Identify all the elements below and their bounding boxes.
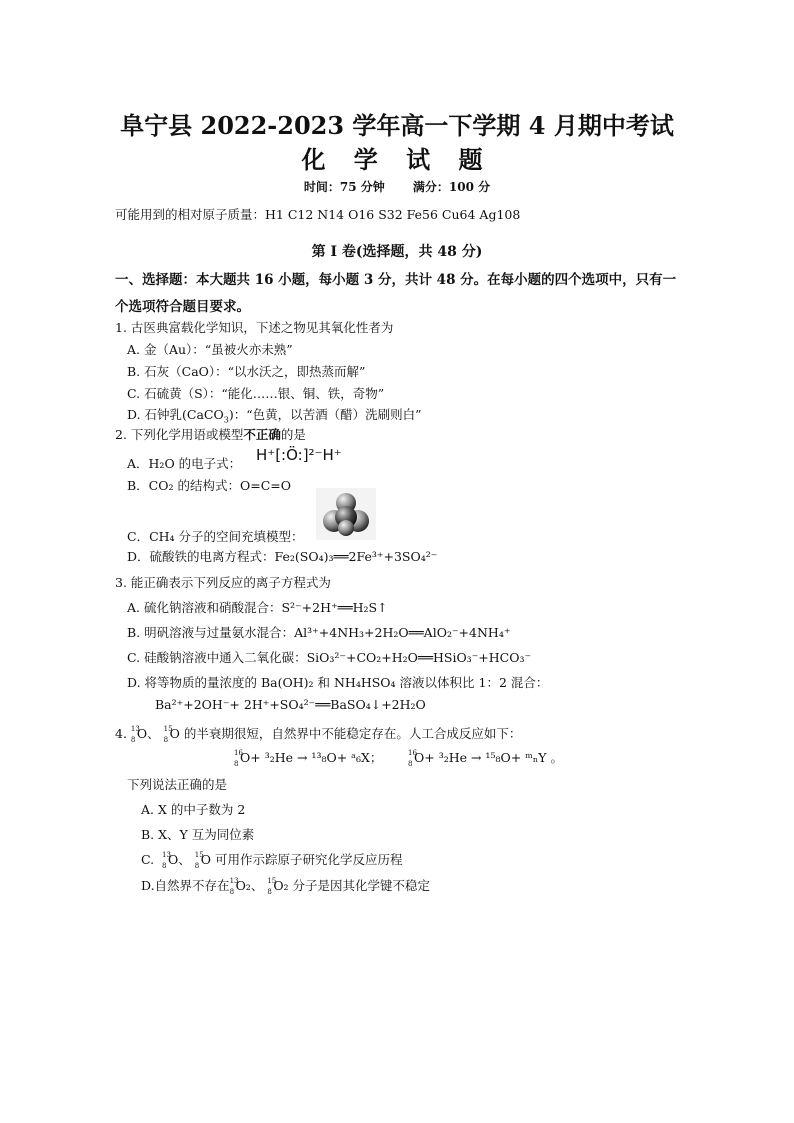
o13-nuclide: 13 8 xyxy=(130,725,140,744)
q2-option-d: D．硫酸铁的电离方程式：Fe₂(SO₄)₃══2Fe³⁺+3SO₄²⁻ xyxy=(127,549,438,564)
exam-time: 时间：75 分钟 xyxy=(303,180,385,194)
ch4-space-filling-model-icon xyxy=(316,488,376,540)
q1-stem: 1. 古医典富载化学知识，下述之物见其氧化性者为 xyxy=(115,320,394,335)
exam-title: 阜宁县 2022-2023 学年高一下学期 4 月期中考试 xyxy=(120,111,674,140)
q4-stem: 4. 13 8 O、 15 8 O 的半衰期很短，自然界中不能稳定存在。人工合成反应如下： xyxy=(115,725,522,744)
q2-stem: 2. 下列化学用语或模型不正确的是 xyxy=(115,427,306,442)
q3-option-d-equation: Ba²⁺+2OH⁻+ 2H⁺+SO₄²⁻══BaSO₄↓+2H₂O xyxy=(155,697,426,712)
h2o-electron-formula: H⁺[:Ö:]²⁻H⁺ xyxy=(256,446,342,464)
q4-option-d: D.自然界不存在 13 8 O₂、 15 8 O₂ 分子是因其化学键不稳定 xyxy=(141,877,431,896)
q1-option-d: D. 石钟乳(CaCO$_3$)：“色黄，以苦酒（醋）洗刷则白” xyxy=(127,407,422,425)
q4-equation-1: 16 8 O+ ³₂He → ¹³₈O+ ᵃ₆X； xyxy=(234,749,383,768)
atomic-masses: 可能用到的相对原子质量：H1 C12 N14 O16 S32 Fe56 Cu64 Ag108 xyxy=(115,207,521,222)
section-instruction-1: 一、选择题：本大题共 16 小题，每小题 3 分，共计 48 分。在每小题的四个选项中，只有一 xyxy=(115,272,677,288)
q2-option-c: C．CH₄ 分子的空间充填模型： xyxy=(127,529,304,544)
q4-option-a: A. X 的中子数为 2 xyxy=(141,802,246,817)
q4-option-c: C. 13 8 O、 15 8 O 可用作示踪原子研究化学反应历程 xyxy=(141,851,403,870)
exam-score: 满分：100 分 xyxy=(412,180,491,194)
q3-option-a: A. 硫化钠溶液和硝酸混合：S²⁻+2H⁺══H₂S↑ xyxy=(127,600,388,615)
q3-stem: 3. 能正确表示下列反应的离子方程式为 xyxy=(115,575,331,590)
q1-option-c: C. 石硫黄（S）：“能化……银、铜、铁，奇物” xyxy=(127,386,385,401)
q2-option-a: A．H₂O 的电子式： xyxy=(127,456,242,471)
exam-subtitle: 化 学 试 题 xyxy=(301,145,493,174)
section-instruction-2: 个选项符合题目要求。 xyxy=(115,299,250,315)
q1-option-b: B. 石灰（CaO）：“以水沃之，即热蒸而解” xyxy=(127,364,366,379)
q4-option-b: B. X、Y 互为同位素 xyxy=(141,827,255,842)
exam-meta xyxy=(0,178,794,195)
q2-option-b: B．CO₂ 的结构式：O=C=O xyxy=(127,478,291,493)
q1-option-a: A. 金（Au）：“虽被火亦未熟” xyxy=(127,342,293,357)
q3-option-d: D. 将等物质的量浓度的 Ba(OH)₂ 和 NH₄HSO₄ 溶液以体积比 1：2 混合： xyxy=(127,675,549,690)
o15-nuclide: 15 8 xyxy=(163,725,173,744)
q3-option-b: B. 明矾溶液与过量氨水混合：Al³⁺+4NH₃+2H₂O══AlO₂⁻+4NH₄⁺ xyxy=(127,625,511,640)
q4-equation-2: 16 8 O+ ³₂He → ¹⁵₈O+ ᵐₙY 。 xyxy=(408,749,563,768)
q3-option-c: C. 硅酸钠溶液中通入二氧化碳：SiO₃²⁻+CO₂+H₂O══HSiO₃⁻+HCO₃⁻ xyxy=(127,650,532,665)
q4-lead: 下列说法正确的是 xyxy=(127,777,228,792)
section-title: 第 I 卷(选择题，共 48 分) xyxy=(311,244,483,260)
